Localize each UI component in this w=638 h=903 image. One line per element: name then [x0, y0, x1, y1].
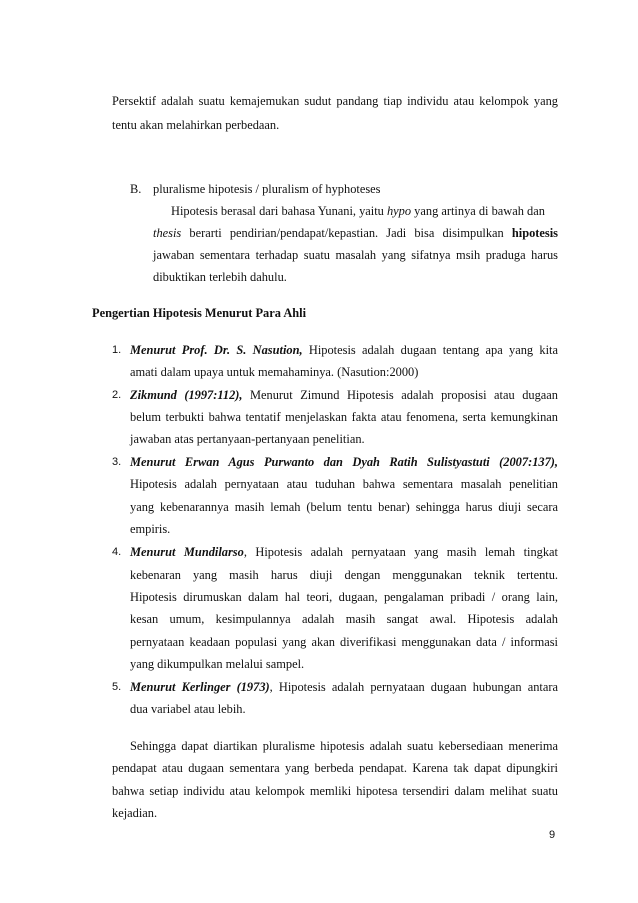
conclusion-line-3: bahwa setiap individu atau kelompok memliki hipotesa tersendiri dalam melihat suatu [112, 784, 558, 798]
conclusion-line-1: Sehingga dapat diartikan pluralisme hipotesis adalah suatu kebersediaan menerima [130, 739, 558, 753]
conclusion-line-4: kejadian. [112, 806, 158, 820]
section-b-line-4: dibuktikan terlebih dahulu. [153, 270, 287, 284]
intro-line-2: tentu akan melahirkan perbedaan. [112, 118, 280, 132]
list-item-4-line-3: Hipotesis dirumuskan dalam hal teori, dugaan, pengalaman pribadi / orang lain, [130, 590, 558, 604]
list-item-4-line-5: pernyataan keadaan populasi yang akan diverifikasi menggunakan data / informasi [130, 635, 558, 649]
list-item-number: 5. [112, 681, 122, 693]
list-item-number: 2. [112, 389, 122, 401]
section-b-line-3: jawaban sementara terhadap suatu masalah yang sifatnya msih praduga harus [153, 248, 558, 262]
list-item-3-line-3: yang kebenarannya masih lemah (belum tentu benar) sehingga harus diuji secara [130, 500, 558, 514]
list-item-2-line-2: belum terbukti bahwa tentatif menjelaskan fakta atau fenomena, serta kemungkinan [130, 410, 558, 424]
section-b-line-2: thesis berarti pendirian/pendapat/kepastian. Jadi bisa disimpulkan hipotesis [153, 226, 558, 240]
list-item-number: 3. [112, 456, 122, 468]
list-item-3-line-1: Menurut Erwan Agus Purwanto dan Dyah Ratih Sulistyastuti (2007:137), [130, 455, 558, 469]
list-item-2-line-1: Zikmund (1997:112), Menurut Zimund Hipotesis adalah proposisi atau dugaan [130, 388, 558, 402]
list-item-5-line-1: Menurut Kerlinger (1973), Hipotesis adalah pernyataan dugaan hubungan antara [130, 680, 558, 694]
list-item-number: 4. [112, 546, 122, 558]
page-number: 9 [549, 829, 556, 841]
list-item-3-line-4: empiris. [130, 522, 171, 536]
section-b-title: pluralisme hipotesis / pluralism of hyphoteses [153, 182, 381, 196]
list-item-4-line-6: yang dikumpulkan melalui sampel. [130, 657, 305, 671]
list-item-5-line-2: dua variabel atau lebih. [130, 702, 246, 716]
section-b-line-1: Hipotesis berasal dari bahasa Yunani, yaitu hypo yang artinya di bawah dan [171, 204, 545, 218]
list-item-4-line-2: kebenaran yang masih harus diuji dengan menggunakan teknik tertentu. [130, 568, 558, 582]
list-item-4-line-4: kesan umum, kesimpulannya adalah masih sangat awal. Hipotesis adalah [130, 612, 558, 626]
list-item-1-line-2: amati dalam upaya untuk memahaminya. (Nasution:2000) [130, 365, 419, 379]
list-item-3-line-2: Hipotesis adalah pernyataan atau tuduhan bahwa sementara masalah penelitian [130, 477, 558, 491]
intro-line-1: Persektif adalah suatu kemajemukan sudut pandang tiap individu atau kelompok yang [112, 94, 558, 108]
section-heading: Pengertian Hipotesis Menurut Para Ahli [92, 306, 307, 320]
list-item-2-line-3: jawaban atas pertanyaan-pertanyaan penelitian. [130, 432, 365, 446]
conclusion-line-2: pendapat atau dugaan sementara yang berbeda pendapat. Karena tak dapat dipungkiri [112, 761, 558, 775]
section-b-label: B. [130, 182, 142, 196]
list-item-1-line-1: Menurut Prof. Dr. S. Nasution, Hipotesis adalah dugaan tentang apa yang kita [130, 343, 558, 357]
list-item-4-line-1: Menurut Mundilarso, Hipotesis adalah pernyataan yang masih lemah tingkat [130, 545, 558, 559]
list-item-number: 1. [112, 344, 122, 356]
